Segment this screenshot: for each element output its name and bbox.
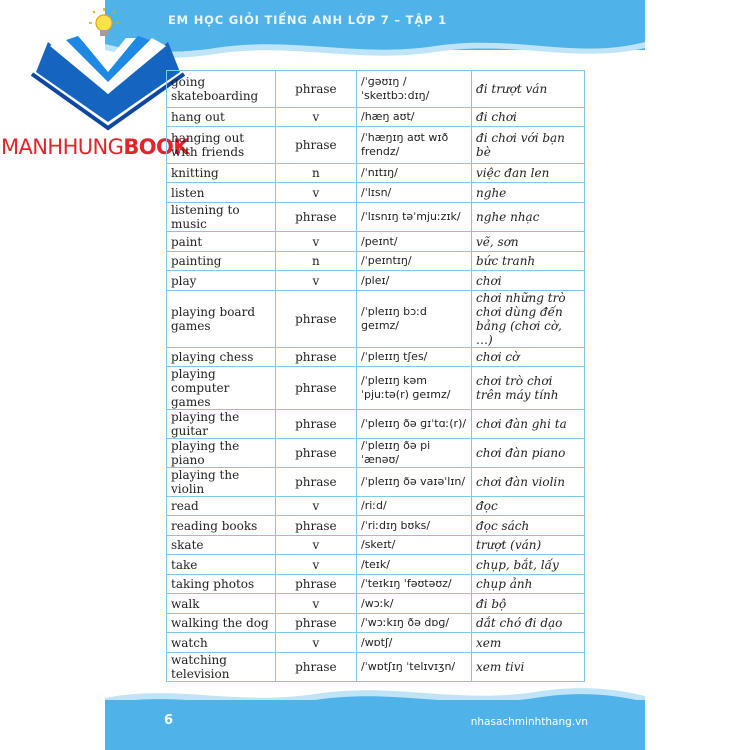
pronunciation: /ˈwɔːkɪŋ ðə dɒɡ/	[356, 614, 471, 633]
pronunciation: /ˈɡəʊɪŋ / ˈskeɪtbɔːdɪŋ/	[356, 71, 471, 108]
word-type: phrase	[275, 439, 356, 468]
vocabulary-table	[166, 70, 585, 682]
table-row	[167, 468, 585, 497]
vietnamese-meaning: đi chơi với bạn bè	[472, 127, 585, 164]
word-type: v	[275, 108, 356, 127]
pronunciation: /skeɪt/	[356, 536, 471, 555]
pronunciation: /ˈpeɪntɪŋ/	[356, 252, 471, 271]
pronunciation: /riːd/	[356, 497, 471, 516]
word-type: v	[275, 183, 356, 203]
vocab-word: going skateboarding	[167, 71, 276, 108]
word-type: phrase	[275, 516, 356, 536]
word-type: v	[275, 232, 356, 252]
table-row	[167, 164, 585, 183]
table-row	[167, 108, 585, 127]
pronunciation: /ˈhæŋɪŋ aʊt wɪð frendz/	[356, 127, 471, 164]
pronunciation: /ˈpleɪɪŋ ðə vaɪəˈlɪn/	[356, 468, 471, 497]
vietnamese-meaning: chơi đàn piano	[472, 439, 585, 468]
pronunciation: /teɪk/	[356, 555, 471, 575]
vocab-word: playing chess	[167, 348, 276, 367]
vocab-word: play	[167, 271, 276, 291]
table-row	[167, 183, 585, 203]
website-url: nhasachminhthang.vn	[470, 716, 588, 728]
pronunciation: /ˈlɪsn/	[356, 183, 471, 203]
word-type: phrase	[275, 203, 356, 232]
vietnamese-meaning: đọc	[472, 497, 585, 516]
vocab-word: playing the guitar	[167, 410, 276, 439]
table-row	[167, 555, 585, 575]
vietnamese-meaning: nghe	[472, 183, 585, 203]
pronunciation: /wɒtʃ/	[356, 633, 471, 653]
vietnamese-meaning: đọc sách	[472, 516, 585, 536]
vietnamese-meaning: dắt chó đi dạo	[472, 614, 585, 633]
table-row	[167, 497, 585, 516]
word-type: phrase	[275, 575, 356, 594]
vocab-word: taking photos	[167, 575, 276, 594]
vocab-word: knitting	[167, 164, 276, 183]
vietnamese-meaning: chơi	[472, 271, 585, 291]
table-row	[167, 516, 585, 536]
pronunciation: /ˈpleɪɪŋ kəmˈpjuːtə(r) ɡeɪmz/	[356, 367, 471, 410]
vietnamese-meaning: chụp ảnh	[472, 575, 585, 594]
word-type: v	[275, 536, 356, 555]
word-type: phrase	[275, 410, 356, 439]
page-number: 6	[164, 713, 174, 728]
vietnamese-meaning: việc đan len	[472, 164, 585, 183]
vocab-word: skate	[167, 536, 276, 555]
vietnamese-meaning: chụp, bắt, lấy	[472, 555, 585, 575]
word-type: phrase	[275, 614, 356, 633]
pronunciation: /peɪnt/	[356, 232, 471, 252]
book-title: EM HỌC GIỎI TIẾNG ANH LỚP 7 – TẬP 1	[168, 13, 447, 27]
vietnamese-meaning: xem	[472, 633, 585, 653]
vietnamese-meaning: vẽ, sơn	[472, 232, 585, 252]
vocab-word: watch	[167, 633, 276, 653]
table-row	[167, 291, 585, 348]
table-row	[167, 252, 585, 271]
vietnamese-meaning: chơi những trò chơi dùng đến bảng (chơi cờ, …)	[472, 291, 585, 348]
word-type: n	[275, 252, 356, 271]
table-row	[167, 410, 585, 439]
pronunciation: /pleɪ/	[356, 271, 471, 291]
word-type: phrase	[275, 291, 356, 348]
vietnamese-meaning: chơi đàn violin	[472, 468, 585, 497]
pronunciation: /ˈpleɪɪŋ tʃes/	[356, 348, 471, 367]
vocab-word: hang out	[167, 108, 276, 127]
pronunciation: /hæŋ aʊt/	[356, 108, 471, 127]
vocab-word: painting	[167, 252, 276, 271]
word-type: phrase	[275, 127, 356, 164]
pronunciation: /ˈpleɪɪŋ ðə piˈænəʊ/	[356, 439, 471, 468]
vocab-word: watching television	[167, 653, 276, 682]
pronunciation: /ˈwɒtʃɪŋ ˈtelɪvɪʒn/	[356, 653, 471, 682]
word-type: v	[275, 271, 356, 291]
table-row	[167, 348, 585, 367]
word-type: phrase	[275, 468, 356, 497]
vietnamese-meaning: chơi đàn ghi ta	[472, 410, 585, 439]
word-type: v	[275, 594, 356, 614]
table-row	[167, 367, 585, 410]
vocab-word: walking the dog	[167, 614, 276, 633]
vocab-word: paint	[167, 232, 276, 252]
table-row	[167, 271, 585, 291]
word-type: phrase	[275, 653, 356, 682]
vietnamese-meaning: đi bộ	[472, 594, 585, 614]
pronunciation: /ˈpleɪɪŋ bɔːd ɡeɪmz/	[356, 291, 471, 348]
vocab-word: listening to music	[167, 203, 276, 232]
pronunciation: /ˈteɪkɪŋ ˈfəʊtəʊz/	[356, 575, 471, 594]
vocab-word: listen	[167, 183, 276, 203]
vietnamese-meaning: chơi cờ	[472, 348, 585, 367]
vocab-word: playing the violin	[167, 468, 276, 497]
table-row	[167, 127, 585, 164]
brand-prefix: MANHHUNG	[1, 135, 124, 159]
word-type: phrase	[275, 348, 356, 367]
table-row	[167, 536, 585, 555]
vietnamese-meaning: đi chơi	[472, 108, 585, 127]
vocab-word: walk	[167, 594, 276, 614]
vietnamese-meaning: xem tivi	[472, 653, 585, 682]
table-row	[167, 232, 585, 252]
vocab-word: read	[167, 497, 276, 516]
vietnamese-meaning: đi trượt ván	[472, 71, 585, 108]
open-book-lightbulb-icon	[28, 2, 188, 142]
table-row	[167, 575, 585, 594]
pronunciation: /ˈriːdɪŋ bʊks/	[356, 516, 471, 536]
word-type: phrase	[275, 367, 356, 410]
vietnamese-meaning: bức tranh	[472, 252, 585, 271]
vietnamese-meaning: nghe nhạc	[472, 203, 585, 232]
table-row	[167, 71, 585, 108]
table-row	[167, 633, 585, 653]
vocab-word: take	[167, 555, 276, 575]
pronunciation: /wɔːk/	[356, 594, 471, 614]
word-type: phrase	[275, 71, 356, 108]
pronunciation: /ˈpleɪɪŋ ðə ɡɪˈtɑː(r)/	[356, 410, 471, 439]
table-row	[167, 594, 585, 614]
word-type: v	[275, 555, 356, 575]
table-row	[167, 439, 585, 468]
vocab-word: playing computer games	[167, 367, 276, 410]
pronunciation: /ˈlɪsnɪŋ təˈmjuːzɪk/	[356, 203, 471, 232]
word-type: v	[275, 633, 356, 653]
table-row	[167, 203, 585, 232]
vietnamese-meaning: trượt (ván)	[472, 536, 585, 555]
vocabulary-table-body	[167, 71, 585, 682]
pronunciation: /ˈnɪtɪŋ/	[356, 164, 471, 183]
brand-logo-text	[1, 135, 189, 159]
vocab-word: reading books	[167, 516, 276, 536]
vocab-word: hanging out with friends	[167, 127, 276, 164]
vietnamese-meaning: chơi trò chơi trên máy tính	[472, 367, 585, 410]
vocab-word: playing board games	[167, 291, 276, 348]
brand-suffix: BOOK	[123, 135, 189, 159]
word-type: n	[275, 164, 356, 183]
vocab-word: playing the piano	[167, 439, 276, 468]
table-row	[167, 614, 585, 633]
word-type: v	[275, 497, 356, 516]
